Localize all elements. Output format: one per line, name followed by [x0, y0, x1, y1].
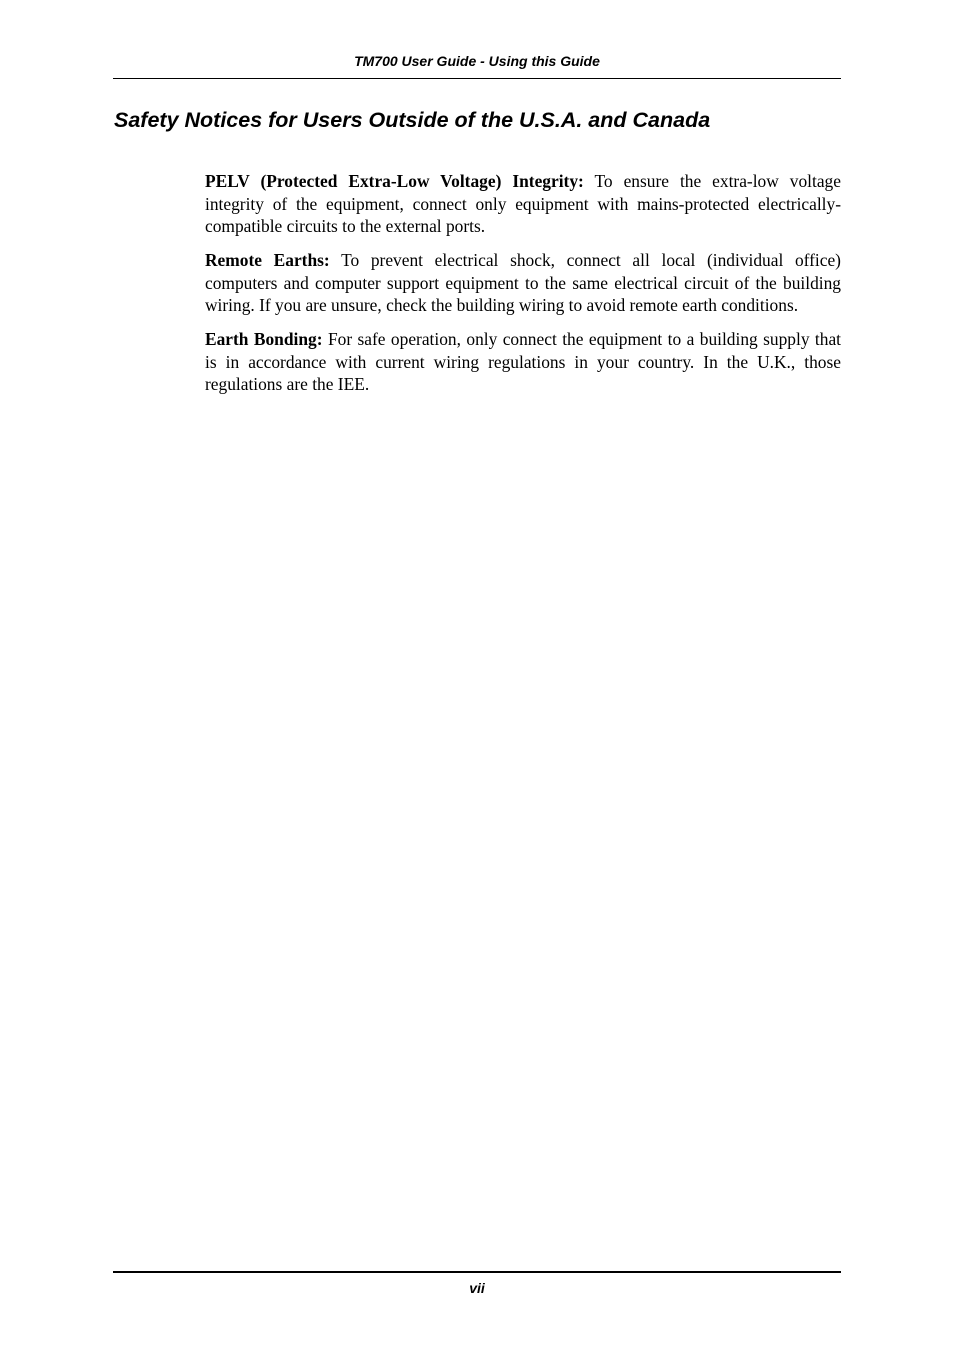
header-divider — [113, 78, 841, 79]
notice-term: Remote Earths: — [205, 250, 330, 270]
notice-text: To prevent electrical shock, connect all local (individual office) computers and computer support equipment to the same electrical circuit of the building wiring. If you are unsure, check the building wiring to avoid remote earth conditions. — [205, 250, 841, 315]
section-title: Safety Notices for Users Outside of the U.S.A. and Canada — [114, 108, 711, 132]
notice-pelv-integrity — [205, 170, 841, 238]
notice-remote-earths — [205, 249, 841, 317]
footer-divider — [113, 1271, 841, 1273]
notices-body — [205, 170, 841, 407]
notice-text: For safe operation, only connect the equipment to a building supply that is in accordance with current wiring regulations in your country. In the U.K., those regulations are the IEE. — [205, 329, 842, 394]
notice-earth-bonding — [205, 328, 841, 396]
notice-text: To ensure the extra-low voltage integrity of the equipment, connect only equipment with mains-protected electrically-compatible circuits to the external ports. — [205, 171, 841, 236]
notice-term: PELV (Protected Extra-Low Voltage) Integrity: — [205, 171, 584, 191]
running-header: TM700 User Guide - Using this Guide — [354, 53, 600, 69]
notice-term: Earth Bonding: — [205, 329, 323, 349]
page-number: vii — [469, 1280, 485, 1296]
